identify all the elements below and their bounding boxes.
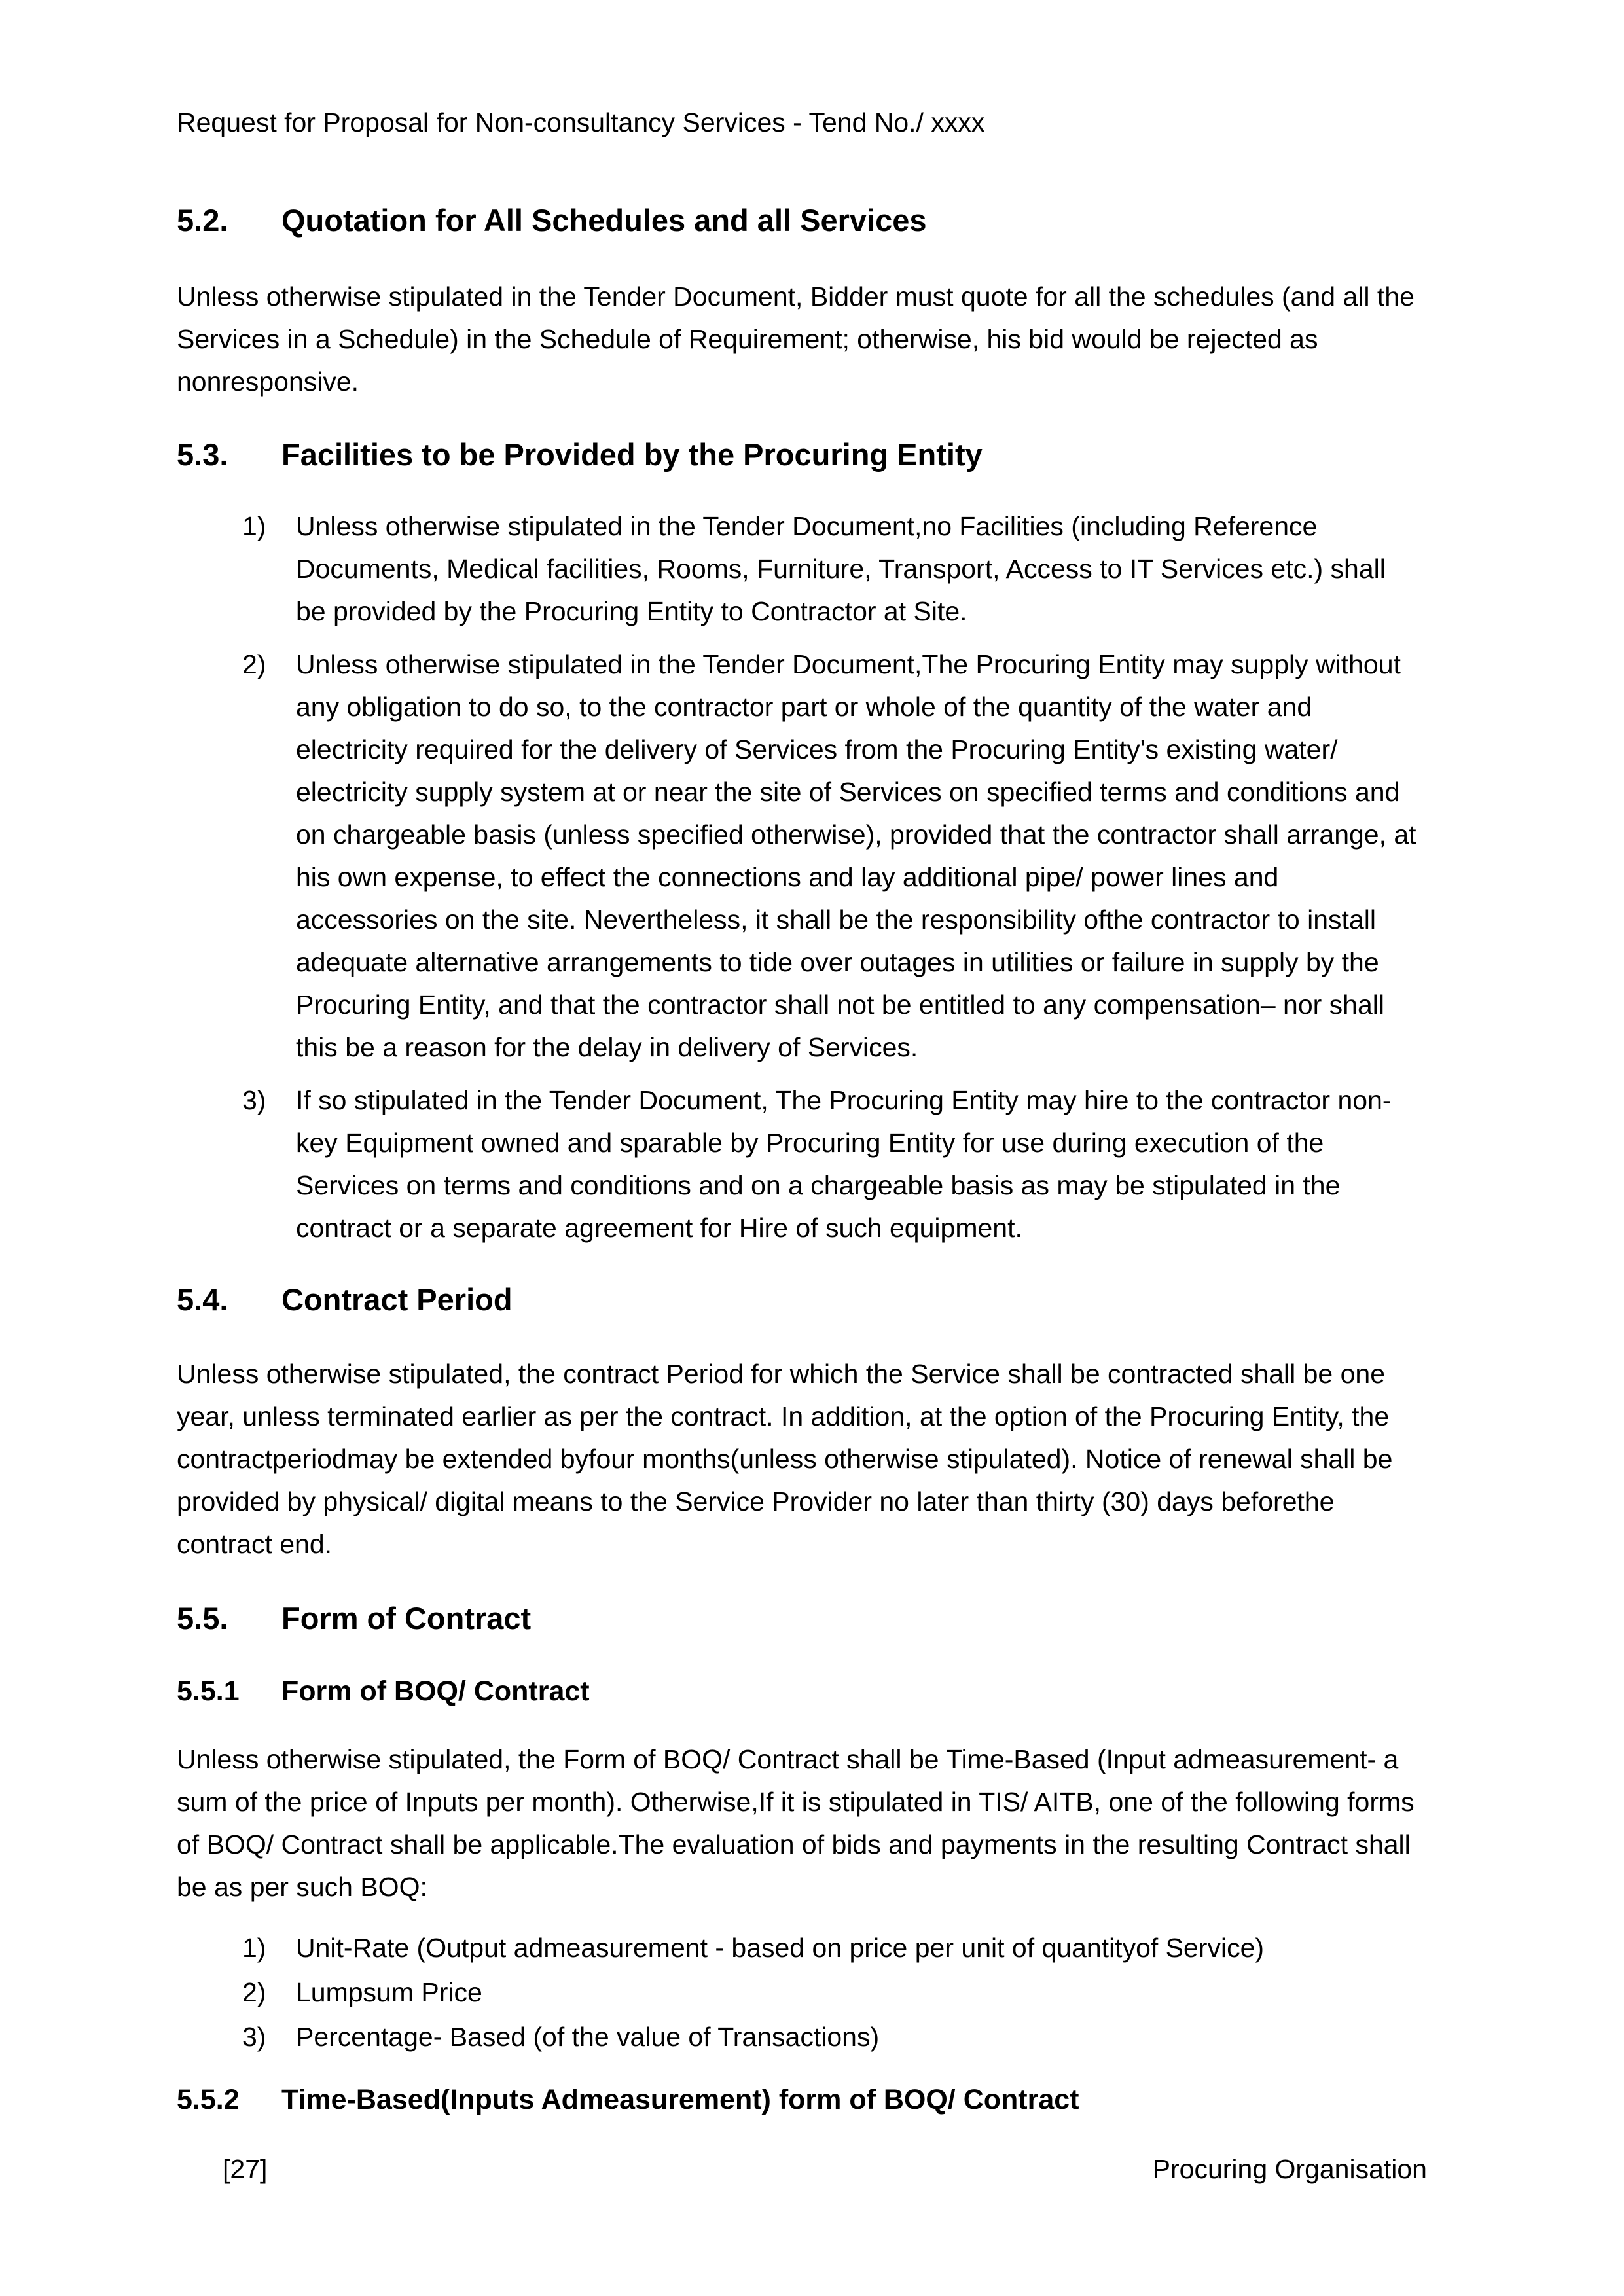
list-item-marker: 1): [242, 511, 266, 541]
list-item-text: Unless otherwise stipulated in the Tender Document,no Facilities (including Reference Documents, Medical facilities, Rooms, Furniture, Transport, Access to IT Services etc.) shall be provided by the Procuring Entity to Contractor at Site.: [296, 511, 1386, 626]
list-item-text: If so stipulated in the Tender Document, The Procuring Entity may hire to the contractor non-key Equipment owned and sparable by Procuring Entity for use during execution of the Services on terms and conditions and on a chargeable basis as may be stipulated in the contract or a separate agreement for Hire of such equipment.: [296, 1085, 1392, 1243]
page-footer: [177, 2148, 1427, 2191]
list-item-text: Unless otherwise stipulated in the Tender Document,The Procuring Entity may supply without any obligation to do so, to the contractor part or whole of the quantity of the water and electricity required for the delivery of Services from the Procuring Entity's existing water/ electricity supply system at or near the site of Services on specified terms and conditions and on chargeable basis (unless specified otherwise), provided that the contractor shall arrange, at his own expense, to effect the connections and lay additional pipe/ power lines and accessories on the site. Nevertheless, it shall be the responsibility ofthe contractor to install adequate alternative arrangements to tide over outages in utilities or failure in supply by the Procuring Entity, and that the contractor shall not be entitled to any compensation– nor shall this be a reason for the delay in delivery of Services.: [296, 649, 1416, 1062]
list-item: [177, 643, 1417, 1069]
section-heading-5-3: [177, 436, 1417, 474]
section-title: Quotation for All Schedules and all Services: [281, 203, 927, 238]
subsection-number: 5.5.1: [177, 1676, 240, 1707]
list-item-marker: 2): [242, 1977, 266, 2007]
section-number: 5.2.: [177, 203, 228, 238]
list-item-marker: 3): [242, 2022, 266, 2052]
subsection-title: Time-Based(Inputs Admeasurement) form of BOQ/ Contract: [281, 2084, 1079, 2115]
footer-organisation: Procuring Organisation: [1152, 2154, 1427, 2184]
section-title: Facilities to be Provided by the Procuring Entity: [281, 437, 983, 472]
list-item: [177, 1927, 1417, 1969]
section-5-2-paragraph: Unless otherwise stipulated in the Tender Document, Bidder must quote for all the schedules (and all the Services in a Schedule) in the Schedule of Requirement; otherwise, his bid would be rejected as nonresponsive.: [177, 281, 1415, 397]
list-item: [177, 505, 1417, 633]
list-item-marker: 3): [242, 1085, 266, 1115]
list-item-text: Unit-Rate (Output admeasurement - based on price per unit of quantityof Service): [296, 1933, 1265, 1963]
subsection-heading-5-5-1: [177, 1674, 1417, 1709]
section-heading-5-4: [177, 1281, 1417, 1319]
section-heading-5-5: [177, 1600, 1417, 1638]
subsection-title: Form of BOQ/ Contract: [281, 1676, 590, 1707]
section-heading-5-2: [177, 202, 1417, 240]
list-item: [177, 2016, 1417, 2058]
section-title: Form of Contract: [281, 1601, 532, 1636]
document-page: [177, 0, 1417, 2117]
section-5-5-1-paragraph: Unless otherwise stipulated, the Form of BOQ/ Contract shall be Time-Based (Input admeasurement- a sum of the price of Inputs per month). Otherwise,If it is stipulated in TIS/ AITB, one of the following forms of BOQ/ Contract shall be applicable.The evaluation of bids and payments in the resulting Contract shall be as per such BOQ:: [177, 1744, 1415, 1902]
section-title: Contract Period: [281, 1282, 513, 1317]
list-item-text: Lumpsum Price: [296, 1977, 482, 2007]
section-number: 5.5.: [177, 1601, 228, 1636]
section-number: 5.3.: [177, 437, 228, 472]
list-item-text: Percentage- Based (of the value of Transactions): [296, 2022, 880, 2052]
list-item: [177, 1971, 1417, 2014]
page-number: [27]: [223, 2154, 268, 2184]
list-item-marker: 1): [242, 1933, 266, 1963]
subsection-heading-5-5-2: [177, 2082, 1417, 2117]
list-item-marker: 2): [242, 649, 266, 679]
section-5-4-paragraph: Unless otherwise stipulated, the contract Period for which the Service shall be contracted shall be one year, unless terminated earlier as per the contract. In addition, at the option of the Procuring Entity, the contractperiodmay be extended byfour months(unless otherwise stipulated). Notice of renewal shall be provided by physical/ digital means to the Service Provider no later than thirty (30) days beforethe contract end.: [177, 1359, 1393, 1559]
page-header: Request for Proposal for Non-consultancy Services - Tend No./ xxxx: [177, 107, 985, 137]
subsection-number: 5.5.2: [177, 2084, 240, 2115]
section-number: 5.4.: [177, 1282, 228, 1317]
section-5-5-1-list: [177, 1927, 1417, 2058]
list-item: [177, 1079, 1417, 1249]
section-5-3-list: [177, 505, 1417, 1249]
